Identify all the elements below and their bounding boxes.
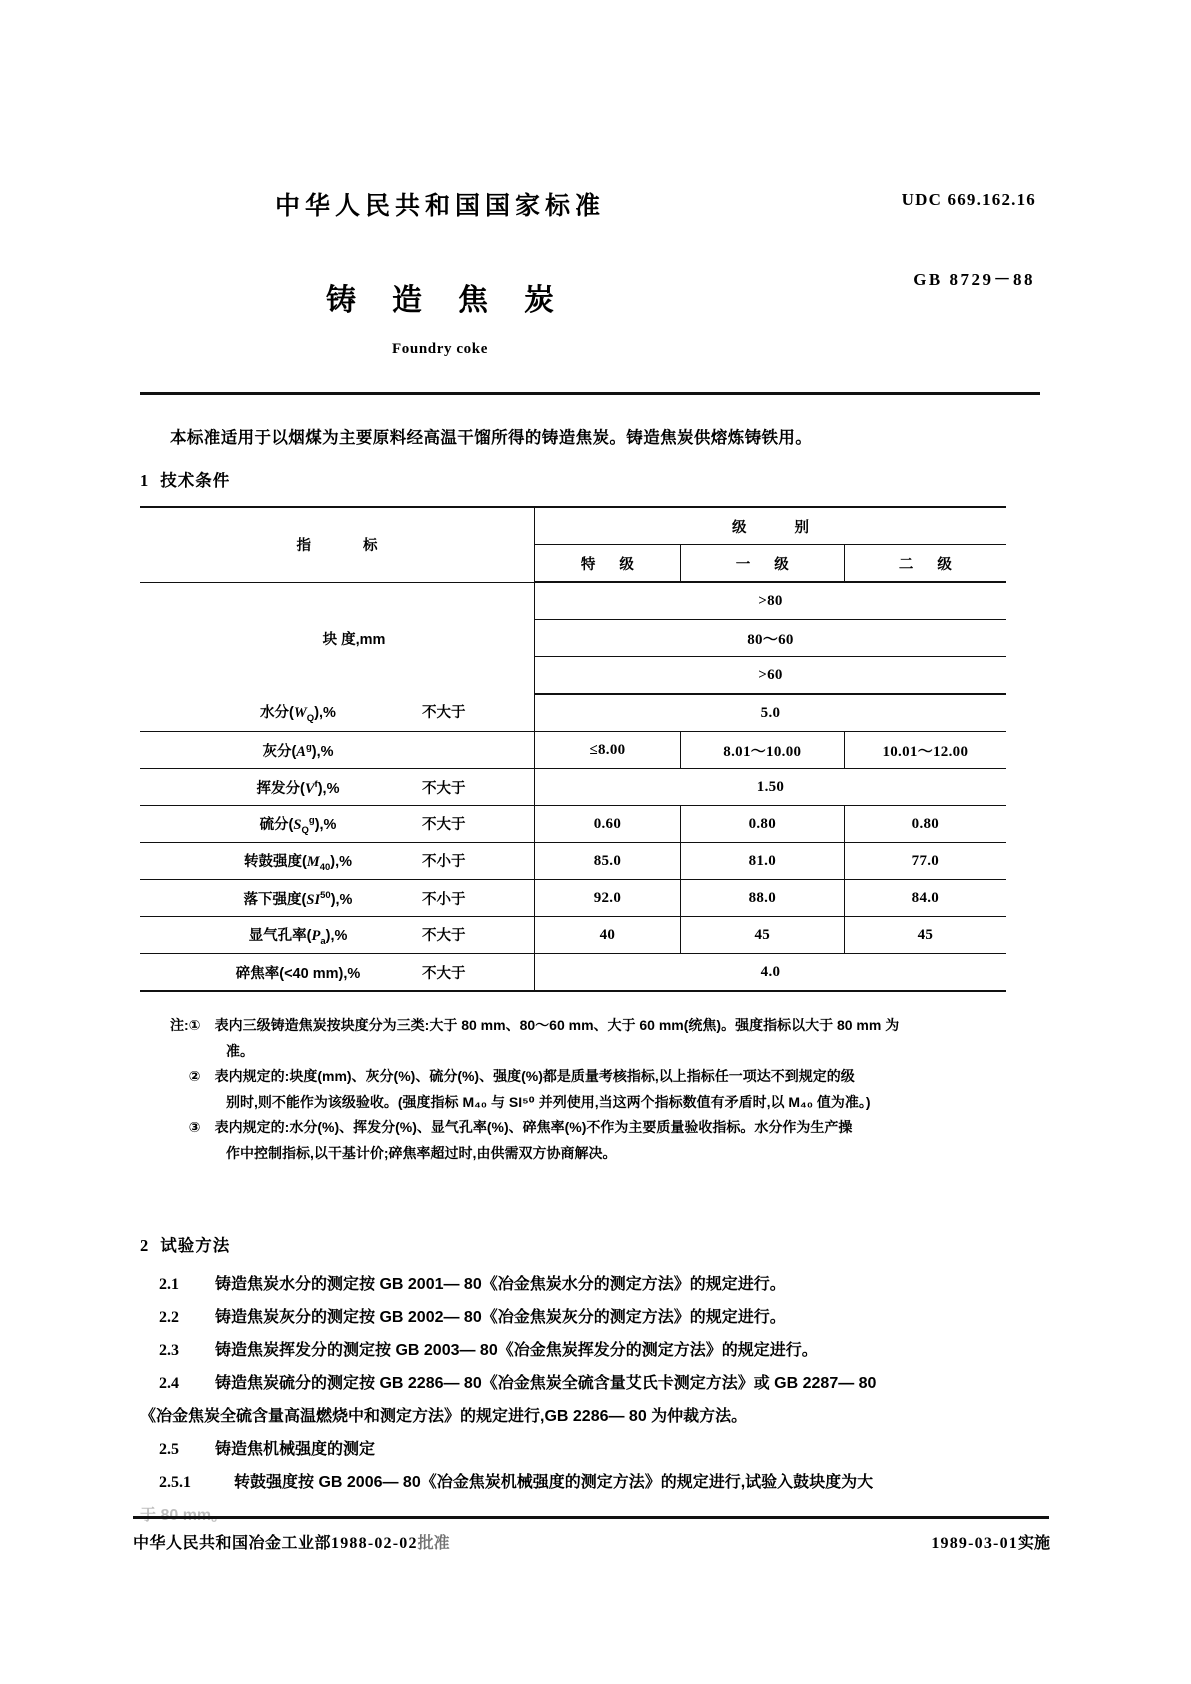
table-row — [140, 732, 1006, 769]
effective-date: 1989-03-01 — [931, 1535, 1018, 1552]
clause-number: 2.4 — [159, 1375, 179, 1392]
clause — [140, 1433, 1040, 1466]
section-2-heading — [140, 1232, 230, 1256]
clause-continuation: 《冶金焦炭全硫含量高温燃烧中和测定方法》的规定进行,GB 2286— 80 为仲裁方法。 — [140, 1408, 748, 1425]
note-item — [170, 1115, 1050, 1141]
header-grade-1: 特 级 — [535, 545, 681, 583]
row-label: 转鼓强度$(M_{40}),\%$ 不小于 — [140, 843, 535, 880]
note-marker: ② — [188, 1068, 201, 1084]
row-value-grade-1: 0.60 — [535, 806, 681, 843]
note-lead — [170, 1115, 189, 1141]
table-row — [140, 917, 1006, 954]
note-text: 表内规定的:块度(mm)、灰分(%)、硫分(%)、强度(%)都是质量考核指标,以上指标任一项达不到规定的级 — [214, 1068, 855, 1084]
header-divider-rule — [140, 392, 1040, 395]
header-grade-2: 一 级 — [680, 545, 844, 583]
row-value-grade-1: 40 — [535, 917, 681, 954]
row-value-grade-3: 45 — [844, 917, 1006, 954]
approval-suffix: 批准 — [417, 1535, 450, 1552]
row-value-grade-2: 45 — [680, 917, 844, 954]
national-standard-label: 中华人民共和国国家标准 — [274, 192, 605, 220]
note-lead: 注: — [170, 1017, 189, 1033]
row-limit: 不大于 — [422, 780, 466, 797]
row-label: 落下强度(SI$^{50}$),% 不小于 — [140, 880, 535, 917]
note-marker: ① — [188, 1017, 201, 1033]
clause-text: 铸造焦炭水分的测定按 GB 2001— 80《冶金焦炭水分的测定方法》的规定进行。 — [215, 1276, 786, 1293]
table-row — [140, 694, 1006, 732]
specification-table-wrapper — [140, 506, 1006, 992]
standard-number: GB 8729－88 — [913, 270, 1035, 289]
specification-table — [140, 506, 1006, 992]
table-row — [140, 954, 1006, 992]
clause-text: 铸造焦炭硫分的测定按 GB 2286— 80《冶金焦炭全硫含量艾氏卡测定方法》或 GB 2287— 80 — [215, 1375, 877, 1392]
row-label: 块 度,mm — [322, 631, 386, 648]
udc-code: UDC 669.162.16 — [901, 190, 1036, 209]
clause — [140, 1268, 1040, 1301]
footer-divider-rule — [133, 1516, 1049, 1519]
clause-number: 2.2 — [159, 1309, 179, 1326]
row-value-grade-3: 84.0 — [844, 880, 1006, 917]
row-limit: 不小于 — [422, 853, 466, 870]
table-row — [140, 582, 1006, 620]
table-header-row-1 — [140, 507, 1006, 545]
clause — [140, 1466, 1040, 1499]
footer-approval — [133, 1530, 450, 1553]
table-notes — [170, 1013, 1050, 1166]
document-title-en: Foundry coke — [392, 341, 488, 357]
clause-number: 2.5 — [159, 1441, 179, 1458]
note-text: 表内三级铸造焦炭按块度分为三类:大于 80 mm、80～60 mm、大于 60 mm(统焦)。强度指标以大于 80 mm 为 — [214, 1017, 900, 1033]
section-1-heading — [140, 467, 230, 491]
note-continuation: 准。 — [226, 1042, 254, 1059]
table-row — [140, 806, 1006, 843]
section-1-number: 1 — [140, 471, 150, 490]
note-marker: ③ — [188, 1119, 201, 1135]
row-value-span: 5.0 — [535, 694, 1007, 732]
row-limit: 不大于 — [422, 816, 466, 833]
row-value-grade-3: 77.0 — [844, 843, 1006, 880]
row-value-grade-3: 0.80 — [844, 806, 1006, 843]
row-label: 灰分$(A^g),\%$ — [140, 732, 535, 769]
note-item — [170, 1013, 1050, 1039]
row-value-span: >80 — [535, 582, 1007, 620]
clause-text: 铸造焦炭挥发分的测定按 GB 2003— 80《冶金焦炭挥发分的测定方法》的规定进行。 — [215, 1342, 818, 1359]
row-label: 挥发分$(V^f),\%$ 不大于 — [140, 769, 535, 806]
note-continuation: 别时,则不能作为该级验收。(强度指标 M₄₀ 与 SI⁵⁰ 并列使用,当这两个指标数值有矛盾时,以 M₄₀ 值为准。) — [226, 1093, 871, 1110]
footer-effective — [931, 1530, 1050, 1553]
row-value-grade-2: 0.80 — [680, 806, 844, 843]
header-index: 指 标 — [140, 507, 535, 582]
clause-text: 转鼓强度按 GB 2006— 80《冶金焦炭机械强度的测定方法》的规定进行,试验入鼓块度为大 — [234, 1474, 874, 1491]
approval-date: 1988-02-02 — [331, 1535, 418, 1552]
row-value-span: 4.0 — [535, 954, 1007, 992]
clause-number: 2.3 — [159, 1342, 179, 1359]
table-row — [140, 769, 1006, 806]
row-limit: 不大于 — [422, 705, 466, 722]
row-label: 碎焦率(<40 mm),% 不大于 — [140, 954, 535, 992]
row-value-grade-3: 10.01～12.00 — [844, 732, 1006, 769]
clause — [140, 1367, 1040, 1400]
row-limit: 不大于 — [422, 965, 466, 982]
effective-suffix: 实施 — [1017, 1535, 1050, 1552]
section-2-title: 试验方法 — [160, 1237, 231, 1255]
row-value-span: 1.50 — [535, 769, 1007, 806]
row-value-span: 80～60 — [535, 620, 1007, 657]
row-value-grade-1: 85.0 — [535, 843, 681, 880]
scope-paragraph: 本标准适用于以烟煤为主要原料经高温干馏所得的铸造焦炭。铸造焦炭供熔炼铸铁用。 — [170, 429, 813, 447]
row-value-grade-2: 8.01～10.00 — [680, 732, 844, 769]
row-label: 水分$(W_Q),\%$ 不大于 — [140, 694, 535, 732]
note-text: 表内规定的:水分(%)、挥发分(%)、显气孔率(%)、碎焦率(%)不作为主要质量验收指标。水分作为生产操 — [214, 1119, 853, 1135]
section-2-number: 2 — [140, 1236, 150, 1255]
header-grade-3: 二 级 — [844, 545, 1006, 583]
masthead — [140, 186, 1040, 358]
clause — [140, 1301, 1040, 1334]
row-limit: 不小于 — [422, 891, 466, 908]
note-lead — [170, 1064, 189, 1090]
clause-number: 2.5.1 — [159, 1474, 191, 1491]
row-value-grade-1: 92.0 — [535, 880, 681, 917]
row-value-span: >60 — [535, 657, 1007, 695]
row-limit: 不大于 — [422, 927, 466, 944]
clause-text: 铸造焦炭灰分的测定按 GB 2002— 80《冶金焦炭灰分的测定方法》的规定进行。 — [215, 1309, 786, 1326]
clause-number: 2.1 — [159, 1276, 179, 1293]
row-label: 硫分$(S_Q^g),\%$ 不大于 — [140, 806, 535, 843]
clause — [140, 1334, 1040, 1367]
table-row — [140, 880, 1006, 917]
approving-authority: 中华人民共和国冶金工业部 — [133, 1535, 332, 1552]
row-value-grade-2: 81.0 — [680, 843, 844, 880]
note-continuation: 作中控制指标,以干基计价;碎焦率超过时,由供需双方协商解决。 — [226, 1144, 617, 1161]
table-row — [140, 843, 1006, 880]
row-label: 显气孔率$(P_a),\%$ 不大于 — [140, 917, 535, 954]
row-value-grade-2: 88.0 — [680, 880, 844, 917]
note-item — [170, 1064, 1050, 1090]
clause-text: 铸造焦机械强度的测定 — [215, 1441, 376, 1458]
document-title-cn: 铸造焦炭 — [326, 284, 590, 317]
clause-list — [140, 1268, 1040, 1532]
row-value-grade-1: ≤8.00 — [535, 732, 681, 769]
section-1-title: 技术条件 — [160, 472, 231, 490]
header-grade-group: 级 别 — [535, 507, 1007, 545]
